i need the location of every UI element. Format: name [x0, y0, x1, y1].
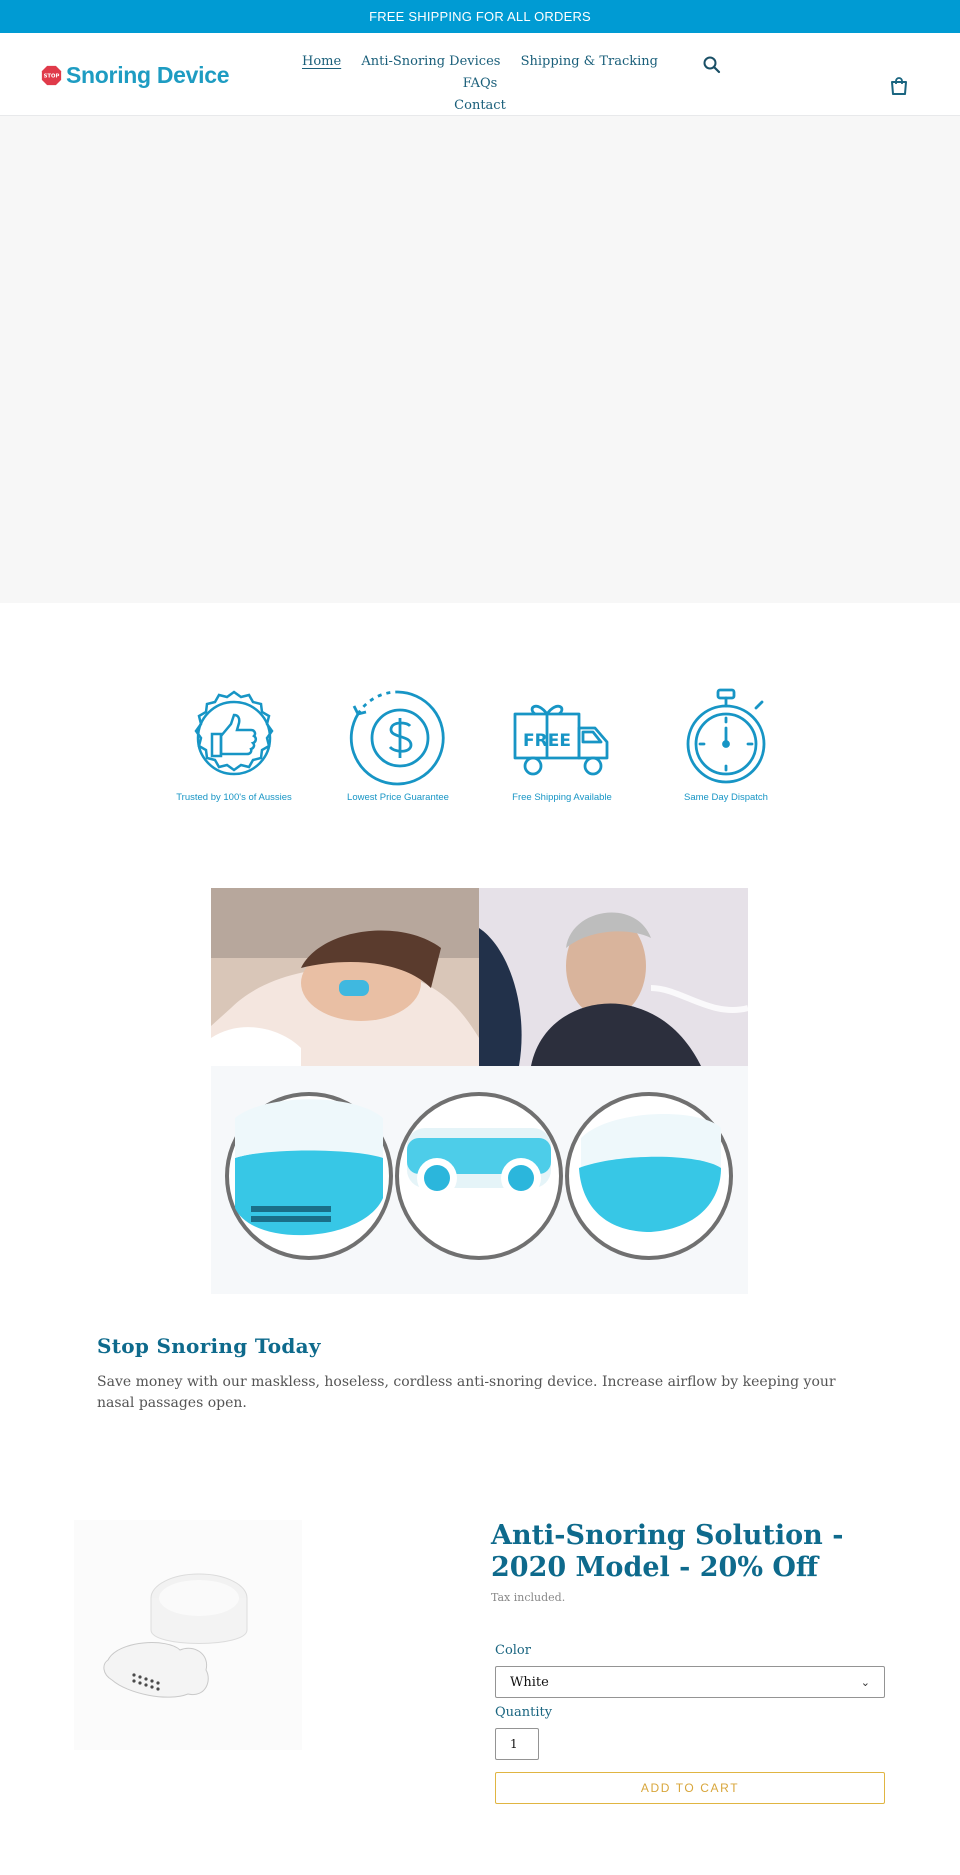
search-icon[interactable]	[702, 55, 722, 75]
color-label: Color	[495, 1643, 531, 1658]
color-select[interactable]	[495, 1666, 885, 1698]
badge-free-shipping	[492, 688, 632, 803]
hero-banner	[0, 116, 960, 603]
svg-text:FREE: FREE	[523, 731, 571, 751]
product-collage-image	[211, 888, 748, 1294]
cart-icon[interactable]	[889, 76, 909, 96]
announcement-text: FREE SHIPPING FOR ALL ORDERS	[369, 9, 591, 24]
nav-item-anti-snoring-devices[interactable]: Anti-Snoring Devices	[361, 54, 501, 69]
nav-item-shipping-tracking[interactable]: Shipping & Tracking	[520, 54, 658, 69]
stopwatch-icon	[676, 688, 776, 788]
intro-heading: Stop Snoring Today	[97, 1334, 321, 1358]
badge-lowest-price	[328, 688, 468, 803]
product-title: Anti-Snoring Solution - 2020 Model - 20% Off	[491, 1520, 844, 1583]
nav-item-faqs[interactable]: FAQs	[462, 76, 498, 91]
add-to-cart-button[interactable]: ADD TO CART	[495, 1772, 885, 1804]
nav-item-contact[interactable]: Contact	[454, 98, 506, 113]
badge-lowest-price-label: Lowest Price Guarantee	[347, 792, 449, 803]
product-image[interactable]	[74, 1520, 302, 1750]
main-nav	[270, 51, 690, 117]
thumbs-up-seal-icon	[184, 688, 284, 788]
badge-same-day-dispatch-label: Same Day Dispatch	[684, 792, 768, 803]
badge-same-day-dispatch	[656, 688, 796, 803]
badge-trusted	[164, 688, 304, 803]
nav-item-home[interactable]: Home	[302, 54, 342, 69]
quantity-label: Quantity	[495, 1705, 553, 1720]
stop-sign-icon	[41, 65, 62, 86]
site-logo[interactable]	[41, 62, 229, 89]
free-delivery-truck-icon	[507, 688, 617, 788]
badge-trusted-label: Trusted by 100's of Aussies	[176, 792, 292, 803]
tax-note: Tax included.	[491, 1591, 566, 1604]
dollar-circle-icon	[348, 688, 448, 788]
announcement-bar	[0, 0, 960, 33]
color-select-value: White	[510, 1674, 549, 1690]
logo-text: Snoring Device	[66, 62, 230, 88]
chevron-down-icon: ⌄	[860, 1675, 870, 1689]
site-header	[0, 33, 960, 116]
badge-free-shipping-label: Free Shipping Available	[512, 792, 612, 803]
trust-badges	[164, 688, 784, 808]
quantity-input[interactable]: 1	[495, 1728, 539, 1760]
svg-text:STOP: STOP	[43, 73, 60, 80]
intro-paragraph: Save money with our maskless, hoseless, cordless anti-snoring device. Increase airflow by keeping your nasal passages open.	[97, 1374, 836, 1411]
